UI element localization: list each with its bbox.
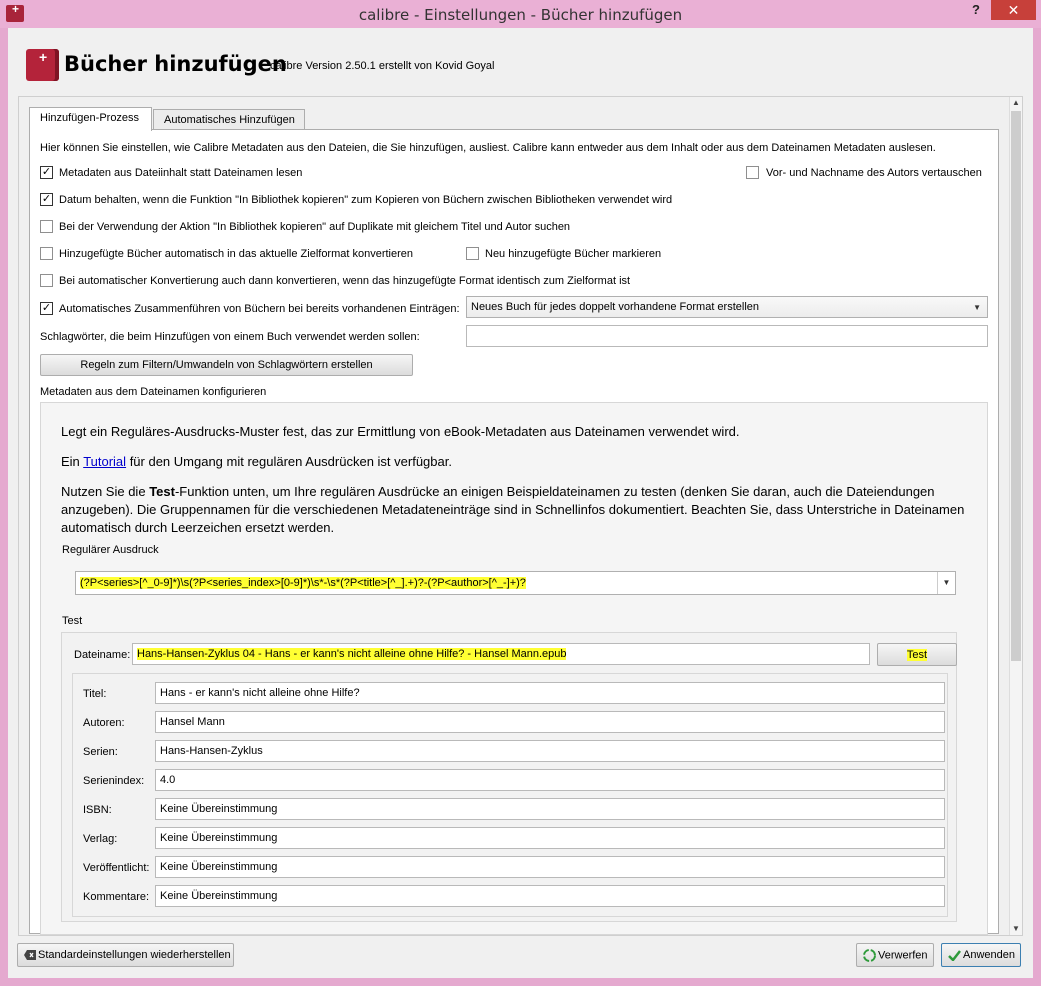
publisher-result[interactable]: Keine Übereinstimmung [155, 827, 945, 849]
filename-value: Hans-Hansen-Zyklus 04 - Hans - er kann's nicht alleine ohne Hilfe? - Hansel Mann.epub [137, 648, 567, 660]
auto-merge-checkbox[interactable]: ✓ [41, 302, 52, 314]
published-result[interactable]: Keine Übereinstimmung [155, 856, 945, 878]
apply-label: Anwenden [963, 949, 1015, 961]
intro-text: Hier können Sie einstellen, wie Calibre Metadaten aus den Dateien, die Sie hinzufügen, ausliest. Calibre kann entweder aus dem Inhalt oder aus dem Dateinamen Metadaten auslesen. [40, 142, 936, 154]
tag-rules-button[interactable]: Regeln zum Filtern/Umwandeln von Schlagwörtern erstellen [40, 354, 413, 376]
regex-input[interactable] [75, 571, 956, 595]
mark-new-checkbox[interactable] [466, 247, 479, 260]
vertical-scrollbar[interactable] [1009, 97, 1022, 935]
isbn-result[interactable]: Keine Übereinstimmung [155, 798, 945, 820]
chevron-down-icon[interactable]: ▼ [937, 572, 955, 594]
merge-option-value: Neues Buch für jedes doppelt vorhandene Format erstellen [471, 301, 760, 313]
regex-intro-3-line3: automatisch durch Leerzeichen ersetzt werden. [61, 520, 335, 535]
test-button-label: Test [906, 649, 928, 661]
regex-intro-2 [61, 453, 452, 471]
regex-value: (?P<series>[^_0-9]*)\s(?P<series_index>[0-9]*)\s*-\s*(?P<title>[^_].+)?-(?P<author>[^_-]+)? [80, 577, 526, 589]
restore-defaults-label: Standardeinstellungen wiederherstellen [38, 949, 231, 961]
page-title: Bücher hinzufügen [64, 52, 287, 76]
regex-intro-3 [61, 483, 971, 537]
metadata-content-label: Metadaten aus Dateiinhalt statt Dateinamen lesen [59, 167, 303, 179]
swap-author-label: Vor- und Nachname des Autors vertauschen [766, 167, 982, 179]
chevron-down-icon: ▼ [973, 303, 981, 312]
tags-label: Schlagwörter, die beim Hinzufügen von einem Buch verwendet werden sollen: [40, 331, 420, 343]
comments-label: Kommentare: [83, 891, 150, 903]
merge-option-select[interactable] [466, 296, 988, 318]
published-label: Veröffentlicht: [83, 862, 150, 874]
series-index-label: Serienindex: [83, 775, 145, 787]
scroll-up-icon[interactable]: ▲ [1012, 98, 1020, 107]
checkmark-icon [948, 950, 961, 961]
close-button[interactable]: ✕ [991, 0, 1036, 20]
discard-button[interactable] [856, 943, 934, 967]
mark-new-label: Neu hinzugefügte Bücher markieren [485, 248, 662, 260]
version-info: calibre Version 2.50.1 erstellt von Kovid Goyal [270, 60, 495, 72]
window-title: calibre - Einstellungen - Bücher hinzufügen [358, 6, 683, 24]
discard-label: Verwerfen [878, 949, 928, 962]
convert-same-checkbox[interactable] [40, 274, 53, 287]
apply-button[interactable] [941, 943, 1021, 967]
title-result[interactable]: Hans - er kann's nicht alleine ohne Hilfe? [155, 682, 945, 704]
dialog-client [8, 28, 1033, 978]
backspace-icon [24, 950, 36, 960]
regex-intro-3-pre: Nutzen Sie die [61, 484, 146, 499]
duplicates-checkbox[interactable] [40, 220, 53, 233]
help-button[interactable]: ? [972, 2, 980, 17]
regex-intro-3-line2: anzugeben). Die Gruppennamen für die verschiedenen Metadateneinträge sind in Schnellinfos dokumentiert. Beachten Sie, dass Unterstriche in Dateinamen [61, 502, 965, 517]
regex-label: Regulärer Ausdruck [62, 544, 159, 556]
auto-merge-label: Automatisches Zusammenführen von Büchern bei bereits vorhandenen Einträgen: [59, 303, 460, 315]
add-books-icon [26, 49, 59, 81]
test-results [72, 673, 948, 917]
regex-intro-3-bold: Test [149, 484, 175, 499]
test-group [61, 632, 957, 922]
authors-result[interactable]: Hansel Mann [155, 711, 945, 733]
settings-scroll-area [18, 96, 1023, 936]
authors-label: Autoren: [83, 717, 125, 729]
filename-label: Dateiname: [74, 649, 131, 661]
publisher-label: Verlag: [83, 833, 118, 845]
duplicates-label: Bei der Verwendung der Aktion "In Bibliothek kopieren" auf Duplikate mit gleichem Titel und Autor suchen [59, 221, 571, 233]
adding-process-pane [29, 129, 999, 934]
keep-date-checkbox[interactable]: ✓ [41, 193, 52, 205]
tutorial-link[interactable]: Tutorial [83, 454, 127, 469]
filename-input[interactable] [132, 643, 870, 665]
recycle-icon [863, 949, 876, 962]
series-result[interactable]: Hans-Hansen-Zyklus [155, 740, 945, 762]
title-label: Titel: [83, 688, 107, 700]
keep-date-label: Datum behalten, wenn die Funktion "In Bibliothek kopieren" zum Kopieren von Büchern zwischen Bibliotheken verwendet wird [59, 194, 673, 206]
series-index-result[interactable]: 4.0 [155, 769, 945, 791]
filename-metadata-label: Metadaten aus dem Dateinamen konfigurieren [40, 386, 267, 398]
auto-convert-checkbox[interactable] [40, 247, 53, 260]
regex-intro-2-pre: Ein [61, 454, 80, 469]
test-group-label: Test [62, 615, 83, 627]
regex-intro-3-line1: -Funktion unten, um Ihre regulären Ausdrücke an einigen Beispieldateinamen zu testen (denken Sie daran, auch die Dateiendungen [174, 484, 935, 499]
filename-regex-group [40, 402, 988, 935]
tab-auto-add[interactable]: Automatisches Hinzufügen [153, 109, 305, 131]
series-label: Serien: [83, 746, 118, 758]
scroll-thumb[interactable] [1011, 111, 1021, 661]
scroll-down-icon[interactable]: ▼ [1012, 924, 1020, 933]
comments-result[interactable]: Keine Übereinstimmung [155, 885, 945, 907]
tab-adding-process[interactable]: Hinzufügen-Prozess [29, 107, 152, 131]
auto-convert-label: Hinzugefügte Bücher automatisch in das aktuelle Zielformat konvertieren [59, 248, 414, 260]
isbn-label: ISBN: [83, 804, 112, 816]
regex-intro-1: Legt ein Reguläres-Ausdrucks-Muster fest, das zur Ermittlung von eBook-Metadaten aus Dateinamen verwendet wird. [61, 424, 740, 439]
window-titlebar [0, 0, 1041, 28]
restore-defaults-button[interactable] [17, 943, 234, 967]
regex-intro-2-post: für den Umgang mit regulären Ausdrücken ist verfügbar. [129, 454, 452, 469]
metadata-content-checkbox[interactable]: ✓ [41, 166, 52, 178]
convert-same-label: Bei automatischer Konvertierung auch dann konvertieren, wenn das hinzugefügte Format identisch zum Zielformat ist [59, 275, 631, 287]
test-button[interactable] [877, 643, 957, 666]
swap-author-checkbox[interactable] [746, 166, 759, 179]
tags-input[interactable] [466, 325, 988, 347]
